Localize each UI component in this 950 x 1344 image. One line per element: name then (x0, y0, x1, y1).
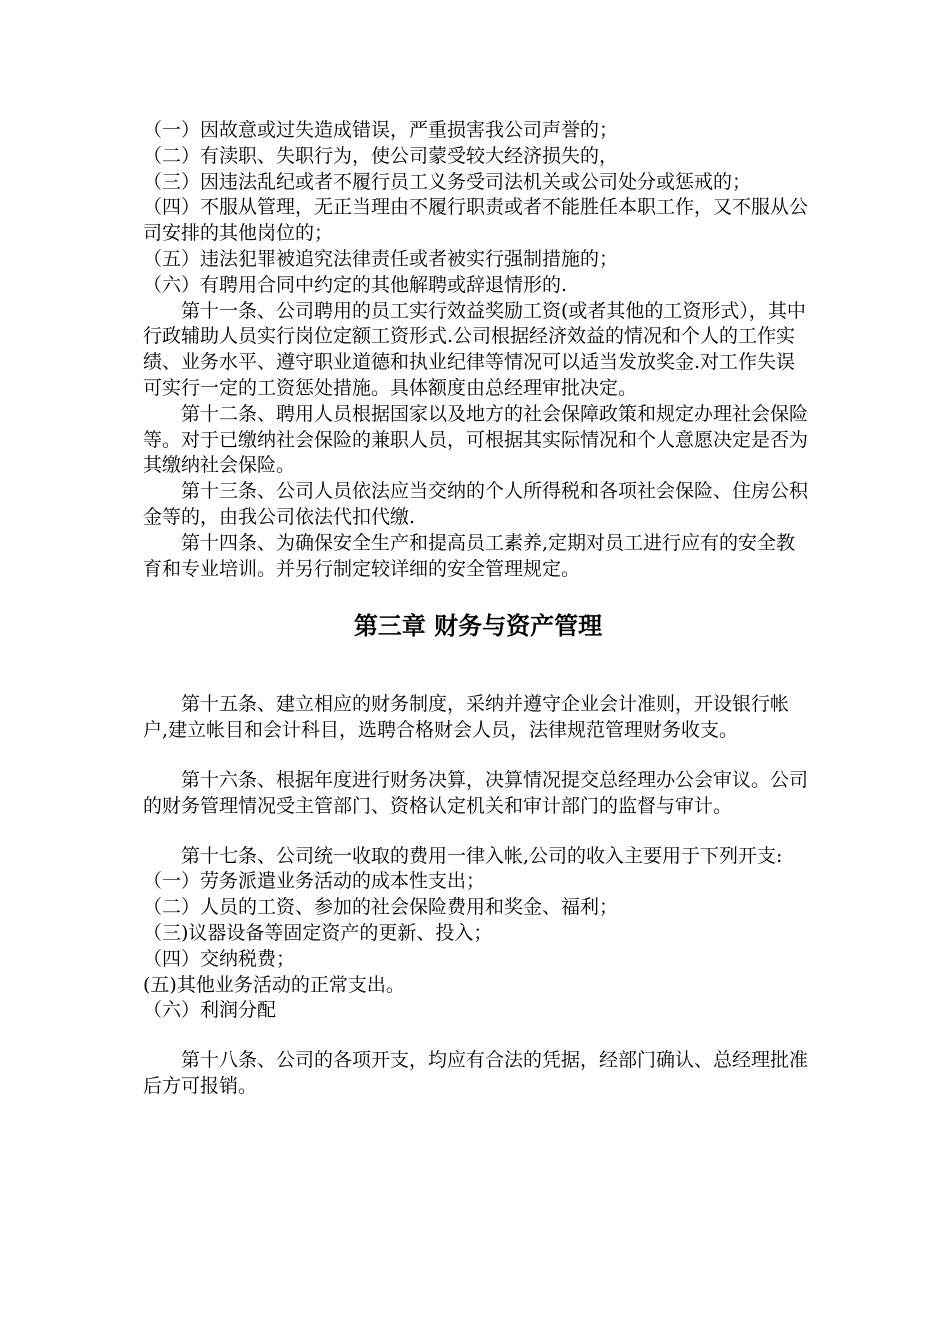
list-item: （一）劳务派遣业务活动的成本性支出； (143, 870, 486, 893)
article-13: 第十三条、公司人员依法应当交纳的个人所得税和各项社会保险、住房公积金等的，由我公司依法代扣代缴. (143, 480, 809, 528)
list-item: （五）违法犯罪被追究法律责任或者被实行强制措施的； (143, 247, 619, 270)
document-body (143, 118, 813, 1100)
article-14: 第十四条、为确保安全生产和提高员工素养,定期对员工进行应有的安全教育和专业培训。并另行制定较详细的安全管理规定。 (143, 531, 796, 580)
article-11: 第十一条、公司聘用的员工实行效益奖励工资(或者其他的工资形式），其中行政辅助人员实行岗位定额工资形式.公司根据经济效益的情况和个人的工作实绩、业务水平、遵守职业道德和执业纪律等情况可以适当发放奖金.对工作失误可实行一定的工资惩处措施。具体额度由总经理审批决定。 (143, 299, 806, 399)
spacer (143, 744, 813, 768)
article-15: 第十五条、建立相应的财务制度，采纳并遵守企业会计准则，开设银行帐户,建立帐目和会计科目，选聘合格财会人员，法律规范管理财务收支。 (143, 693, 790, 742)
list-item: （二）人员的工资、参加的社会保险费用和奖金、福利； (143, 896, 619, 919)
list-item: （三)议器设备等固定资产的更新、投入； (143, 921, 493, 944)
list-item: （二）有渎职、失职行为，使公司蒙受较大经济损失的， (143, 144, 619, 167)
list-item: （六）利润分配 (143, 999, 277, 1022)
list-item: （六）有聘用合同中约定的其他解聘或辞退情形的. (143, 273, 568, 296)
spacer (143, 642, 813, 692)
article-17: 第十七条、公司统一收取的费用一律入帐,公司的收入主要用于下列开支: (181, 844, 783, 867)
list-item: (五)其他业务活动的正常支出。 (143, 973, 405, 996)
list-item: （四）交纳税费； (143, 947, 296, 970)
list-item: （一）因故意或过失造成错误，严重损害我公司声誉的； (143, 119, 619, 141)
article-18: 第十八条、公司的各项开支，均应有合法的凭据，经部门确认、总经理批准后方可报销。 (143, 1049, 809, 1097)
spacer (143, 820, 813, 844)
list-item: （四）不服从管理，无正当理由不履行职责或者不能胜任本职工作，又不服从公司安排的其他岗位的； (143, 196, 809, 245)
article-12: 第十二条、聘用人员根据国家以及地方的社会保障政策和规定办理社会保险等。对于已缴纳社会保险的兼职人员，可根据其实际情况和个人意愿决定是否为其缴纳社会保险。 (143, 402, 809, 477)
list-item: （三）因违法乱纪或者不履行员工义务受司法机关或公司处分或惩戒的； (143, 170, 752, 193)
article-16: 第十六条、根据年度进行财务决算，决算情况提交总经理办公会审议。公司的财务管理情况受主管部门、资格认定机关和审计部门的监督与审计。 (143, 768, 809, 817)
chapter-title: 第三章 财务与资产管理 (353, 611, 603, 641)
spacer (143, 1024, 813, 1048)
